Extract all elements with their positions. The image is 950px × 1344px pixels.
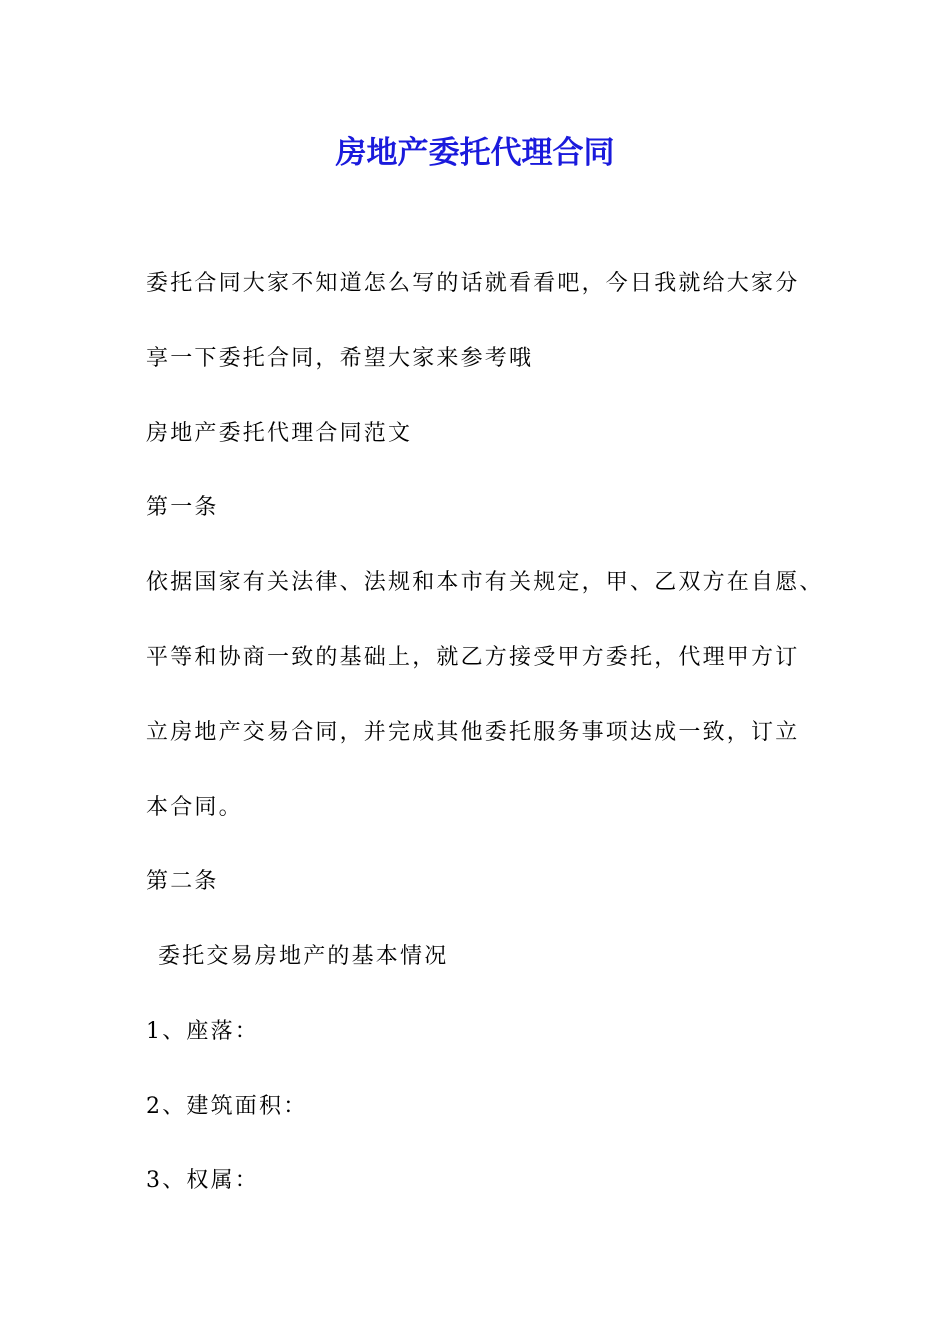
article-1-heading: 第一条 xyxy=(146,495,219,520)
article-2-subheading: 委托交易房地产的基本情况 xyxy=(158,944,449,969)
article-1-text-line-2: 平等和协商一致的基础上，就乙方接受甲方委托，代理甲方订 xyxy=(146,645,800,670)
document-title: 房地产委托代理合同 xyxy=(335,135,615,171)
list-item-ownership: 3、权属： xyxy=(146,1168,259,1193)
list-item-building-area: 2、建筑面积： xyxy=(146,1094,308,1119)
intro-line-2: 享一下委托合同，希望大家来参考哦 xyxy=(146,346,534,371)
article-1-text-line-3: 立房地产交易合同，并完成其他委托服务事项达成一致，订立 xyxy=(146,720,800,745)
article-1-text-line-4: 本合同。 xyxy=(146,795,243,820)
list-item-location: 1、座落： xyxy=(146,1019,259,1044)
article-1-text-line-1: 依据国家有关法律、法规和本市有关规定，甲、乙双方在自愿、 xyxy=(146,570,824,595)
sample-heading: 房地产委托代理合同范文 xyxy=(146,421,413,446)
intro-line-1: 委托合同大家不知道怎么写的话就看看吧，今日我就给大家分 xyxy=(146,271,800,296)
article-2-heading: 第二条 xyxy=(146,869,219,894)
